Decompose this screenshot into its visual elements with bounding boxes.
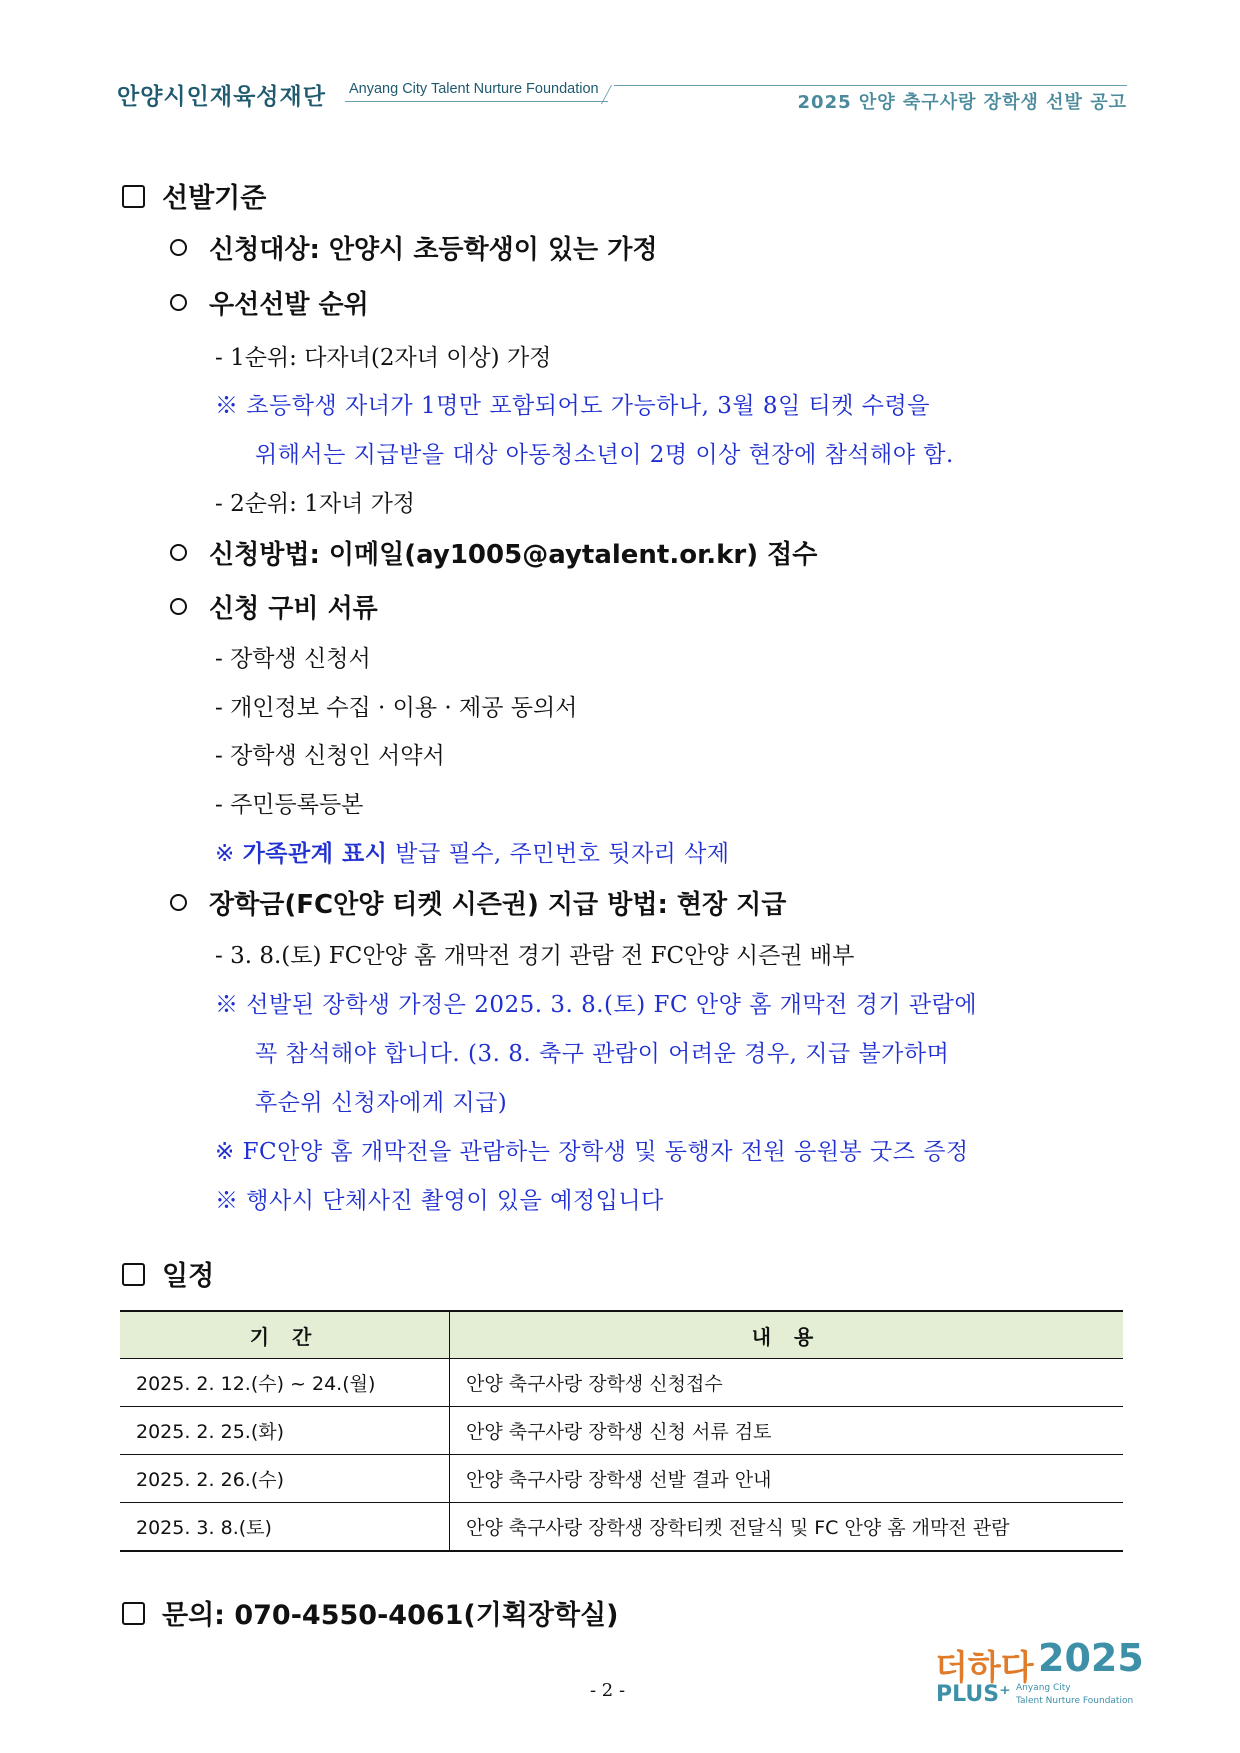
criteria-priority: 우선선발 순위: [170, 284, 369, 321]
badge-logo-year: 2025: [1038, 1636, 1144, 1680]
section-title: 일정: [162, 1261, 215, 1292]
criteria-method: 신청방법: 이메일(ay1005@aytalent.or.kr) 접수: [170, 534, 817, 571]
column-header-period: 기 간: [120, 1311, 450, 1359]
priority-note-line-1: ※ 초등학생 자녀가 1명만 포함되어도 가능하나, 3월 8일 티켓 수령을: [215, 393, 930, 419]
payment-note-line-2: 꼭 참석해야 합니다. (3. 8. 축구 관람이 어려운 경우, 지급 불가하며: [255, 1041, 950, 1067]
section-criteria: [122, 176, 266, 215]
checkbox-square-icon: [122, 185, 145, 208]
criteria-payment: 장학금(FC안양 티켓 시즌권) 지급 방법: 현장 지급: [170, 884, 786, 921]
section-title: 선발기준: [162, 183, 267, 214]
schedule-table: [120, 1310, 1123, 1552]
badge-logo-english-2: Talent Nurture Foundation: [1016, 1696, 1134, 1706]
priority-note-line-2: 위해서는 지급받을 대상 아동청소년이 2명 이상 현장에 참석해야 함.: [255, 442, 954, 468]
table-cell-period: 2025. 2. 26.(수): [120, 1455, 450, 1503]
priority-1: - 1순위: 다자녀(2자녀 이상) 가정: [215, 345, 552, 371]
header-divider: [345, 101, 608, 102]
payment-note-photo: ※ 행사시 단체사진 촬영이 있을 예정입니다: [215, 1188, 664, 1214]
document-item: - 장학생 신청서: [215, 646, 371, 672]
table-cell-period: 2025. 3. 8.(토): [120, 1503, 450, 1552]
badge-logo-plus: PLUS⁺: [936, 1682, 1011, 1707]
table-cell-period: 2025. 2. 12.(수) ~ 24.(월): [120, 1359, 450, 1407]
circle-bullet-icon: [170, 598, 187, 615]
table-cell-period: 2025. 2. 25.(화): [120, 1407, 450, 1455]
table-row: [120, 1407, 1123, 1455]
contact-text: 문의: 070-4550-4061(기획장학실): [162, 1600, 619, 1631]
table-row: [120, 1359, 1123, 1407]
table-row: [120, 1503, 1123, 1552]
document-item: - 주민등록등본: [215, 792, 364, 818]
priority-2: - 2순위: 1자녀 가정: [215, 491, 416, 517]
payment-item: - 3. 8.(토) FC안양 홈 개막전 경기 관람 전 FC안양 시즌권 배부: [215, 943, 855, 969]
circle-bullet-icon: [170, 894, 187, 911]
section-schedule: [122, 1254, 214, 1293]
document-item: - 장학생 신청인 서약서: [215, 743, 445, 769]
payment-note-goods: ※ FC안양 홈 개막전을 관람하는 장학생 및 동행자 전원 응원봉 굿즈 증정: [215, 1139, 969, 1165]
document-item: - 개인정보 수집 · 이용 · 제공 동의서: [215, 695, 578, 721]
table-cell-content: 안양 축구사랑 장학생 장학티켓 전달식 및 FC 안양 홈 개막전 관람: [450, 1503, 1124, 1552]
section-contact: [122, 1593, 619, 1632]
criteria-target: 신청대상: 안양시 초등학생이 있는 가정: [170, 229, 657, 266]
checkbox-square-icon: [122, 1602, 145, 1625]
payment-note-line-1: ※ 선발된 장학생 가정은 2025. 3. 8.(토) FC 안양 홈 개막전 경기 관람에: [215, 992, 978, 1018]
document-title: 2025 안양 축구사랑 장학생 선발 공고: [797, 92, 1127, 113]
table-cell-content: 안양 축구사랑 장학생 선발 결과 안내: [450, 1455, 1124, 1503]
table-header-row: [120, 1311, 1123, 1359]
table-row: [120, 1455, 1123, 1503]
badge-logo-english-1: Anyang City: [1016, 1683, 1071, 1693]
circle-bullet-icon: [170, 294, 187, 311]
header-divider-right: [614, 85, 1127, 86]
page-number: - 2 -: [590, 1680, 626, 1701]
circle-bullet-icon: [170, 544, 187, 561]
foundation-logo-english: Anyang City Talent Nurture Foundation: [349, 81, 599, 97]
foundation-logo: 안양시인재육성재단: [117, 84, 326, 110]
badge-logo-korean: 더하다: [935, 1648, 1034, 1688]
circle-bullet-icon: [170, 239, 187, 256]
table-cell-content: 안양 축구사랑 장학생 신청접수: [450, 1359, 1124, 1407]
column-header-content: 내 용: [450, 1311, 1124, 1359]
checkbox-square-icon: [122, 1263, 145, 1286]
payment-note-line-3: 후순위 신청자에게 지급): [255, 1090, 508, 1116]
criteria-documents: 신청 구비 서류: [170, 588, 378, 625]
table-cell-content: 안양 축구사랑 장학생 신청 서류 검토: [450, 1407, 1124, 1455]
document-note: ※ 가족관계 표시 발급 필수, 주민번호 뒷자리 삭제: [215, 841, 730, 867]
